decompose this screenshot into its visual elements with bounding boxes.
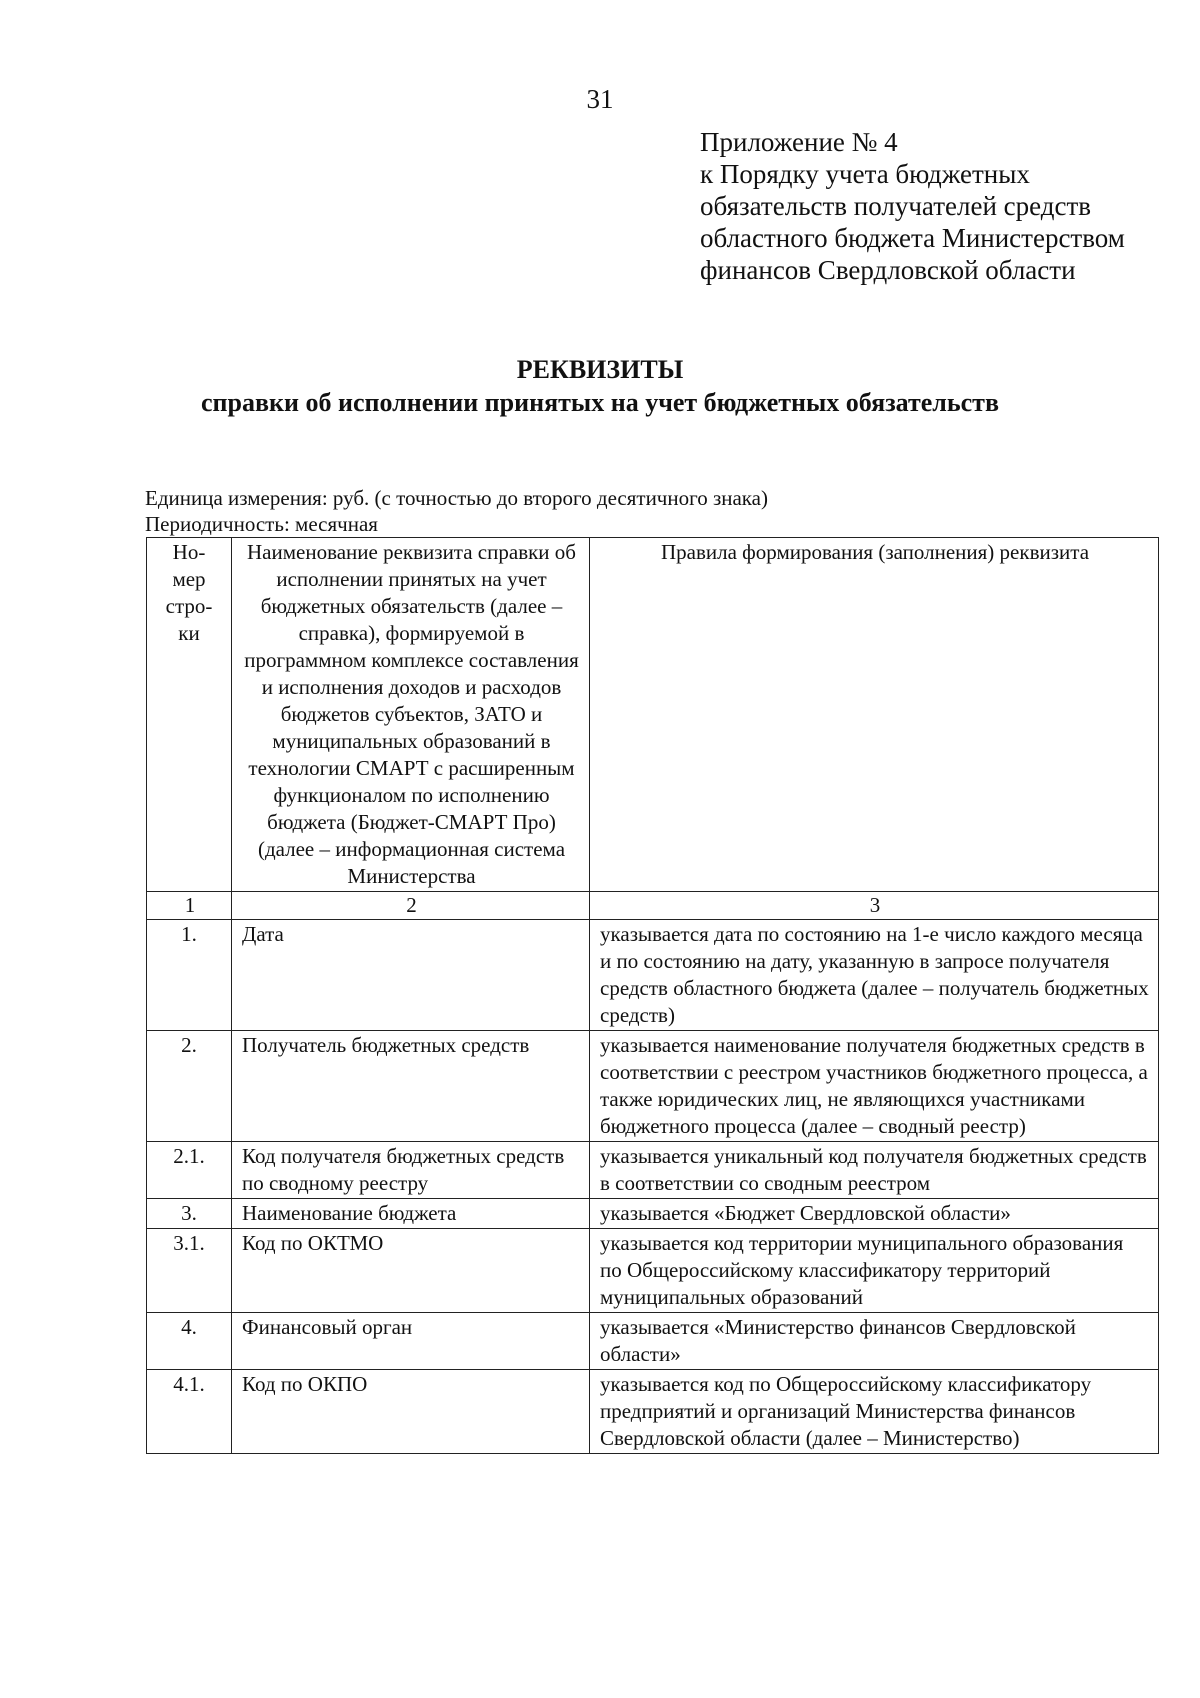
table-row: [147, 1370, 1159, 1454]
row-number: 1.: [147, 920, 232, 1031]
header-requisite-name: Наименование реквизита справки об исполнении принятых на учет бюджетных обязательств (далее – справка), формируемой в программном комплексе составления и исполнения доходов и расходов бюджетов субъектов, ЗАТО и муниципальных образований в технологии СМАРТ с расширенным функционалом по исполнению бюджета (Бюджет-СМАРТ Про) (далее – информационная система Министерства: [232, 538, 590, 892]
periodicity: Периодичность: месячная: [145, 512, 378, 536]
filling-rule: указывается наименование получателя бюджетных средств в соответствии с реестром участников бюджетного процесса, а также юридических лиц, не являющихся участниками бюджетного процесса (далее – сводный реестр): [590, 1031, 1159, 1142]
requisite-name: Дата: [232, 920, 590, 1031]
document-meta: [145, 485, 768, 537]
row-number: 4.: [147, 1313, 232, 1370]
page-number: 31: [586, 84, 614, 114]
requisite-name: Получатель бюджетных средств: [232, 1031, 590, 1142]
row-number: 3.: [147, 1199, 232, 1229]
row-number: 2.1.: [147, 1142, 232, 1199]
filling-rule: указывается уникальный код получателя бюджетных средств в соответствии со сводным реестром: [590, 1142, 1159, 1199]
appendix-line: к Порядку учета бюджетных: [700, 159, 1030, 189]
filling-rule: указывается «Министерство финансов Свердловской области»: [590, 1313, 1159, 1370]
row-number: 4.1.: [147, 1370, 232, 1454]
unit-of-measure: Единица измерения: руб. (с точностью до второго десятичного знака): [145, 486, 768, 510]
column-number: 2: [232, 892, 590, 920]
column-numbers-row: [147, 892, 1159, 920]
appendix-note: [700, 126, 1160, 286]
table-row: [147, 1142, 1159, 1199]
filling-rule: указывается код по Общероссийскому классификатору предприятий и организаций Министерства финансов Свердловской области (далее – Министерство): [590, 1370, 1159, 1454]
table-row: [147, 1031, 1159, 1142]
appendix-line: финансов Свердловской области: [700, 255, 1076, 285]
column-number: 3: [590, 892, 1159, 920]
table-row: [147, 920, 1159, 1031]
document-title: [0, 353, 1200, 419]
column-number: 1: [147, 892, 232, 920]
row-number: 3.1.: [147, 1229, 232, 1313]
filling-rule: указывается код территории муниципального образования по Общероссийскому классификатору территорий муниципальных образований: [590, 1229, 1159, 1313]
appendix-line: обязательств получателей средств: [700, 191, 1092, 221]
filling-rule: указывается дата по состоянию на 1-е число каждого месяца и по состоянию на дату, указанную в запросе получателя средств областного бюджета (далее – получатель бюджетных средств): [590, 920, 1159, 1031]
title-line-1: РЕКВИЗИТЫ: [516, 355, 684, 384]
header-filling-rules: Правила формирования (заполнения) реквизита: [590, 538, 1159, 892]
filling-rule: указывается «Бюджет Свердловской области»: [590, 1199, 1159, 1229]
table-header-row: [147, 538, 1159, 892]
requisite-name: Код по ОКТМО: [232, 1229, 590, 1313]
requisite-name: Наименование бюджета: [232, 1199, 590, 1229]
title-line-2: справки об исполнении принятых на учет бюджетных обязательств: [200, 388, 999, 417]
table-row: [147, 1229, 1159, 1313]
table-row: [147, 1313, 1159, 1370]
requisite-name: Код получателя бюджетных средств по сводному реестру: [232, 1142, 590, 1199]
appendix-line: Приложение № 4: [700, 127, 898, 157]
requisites-table: [146, 537, 1159, 1454]
requisite-name: Код по ОКПО: [232, 1370, 590, 1454]
table-row: [147, 1199, 1159, 1229]
appendix-line: областного бюджета Министерством: [700, 223, 1125, 253]
requisite-name: Финансовый орган: [232, 1313, 590, 1370]
row-number: 2.: [147, 1031, 232, 1142]
header-row-number: Но- мер стро- ки: [147, 538, 232, 892]
